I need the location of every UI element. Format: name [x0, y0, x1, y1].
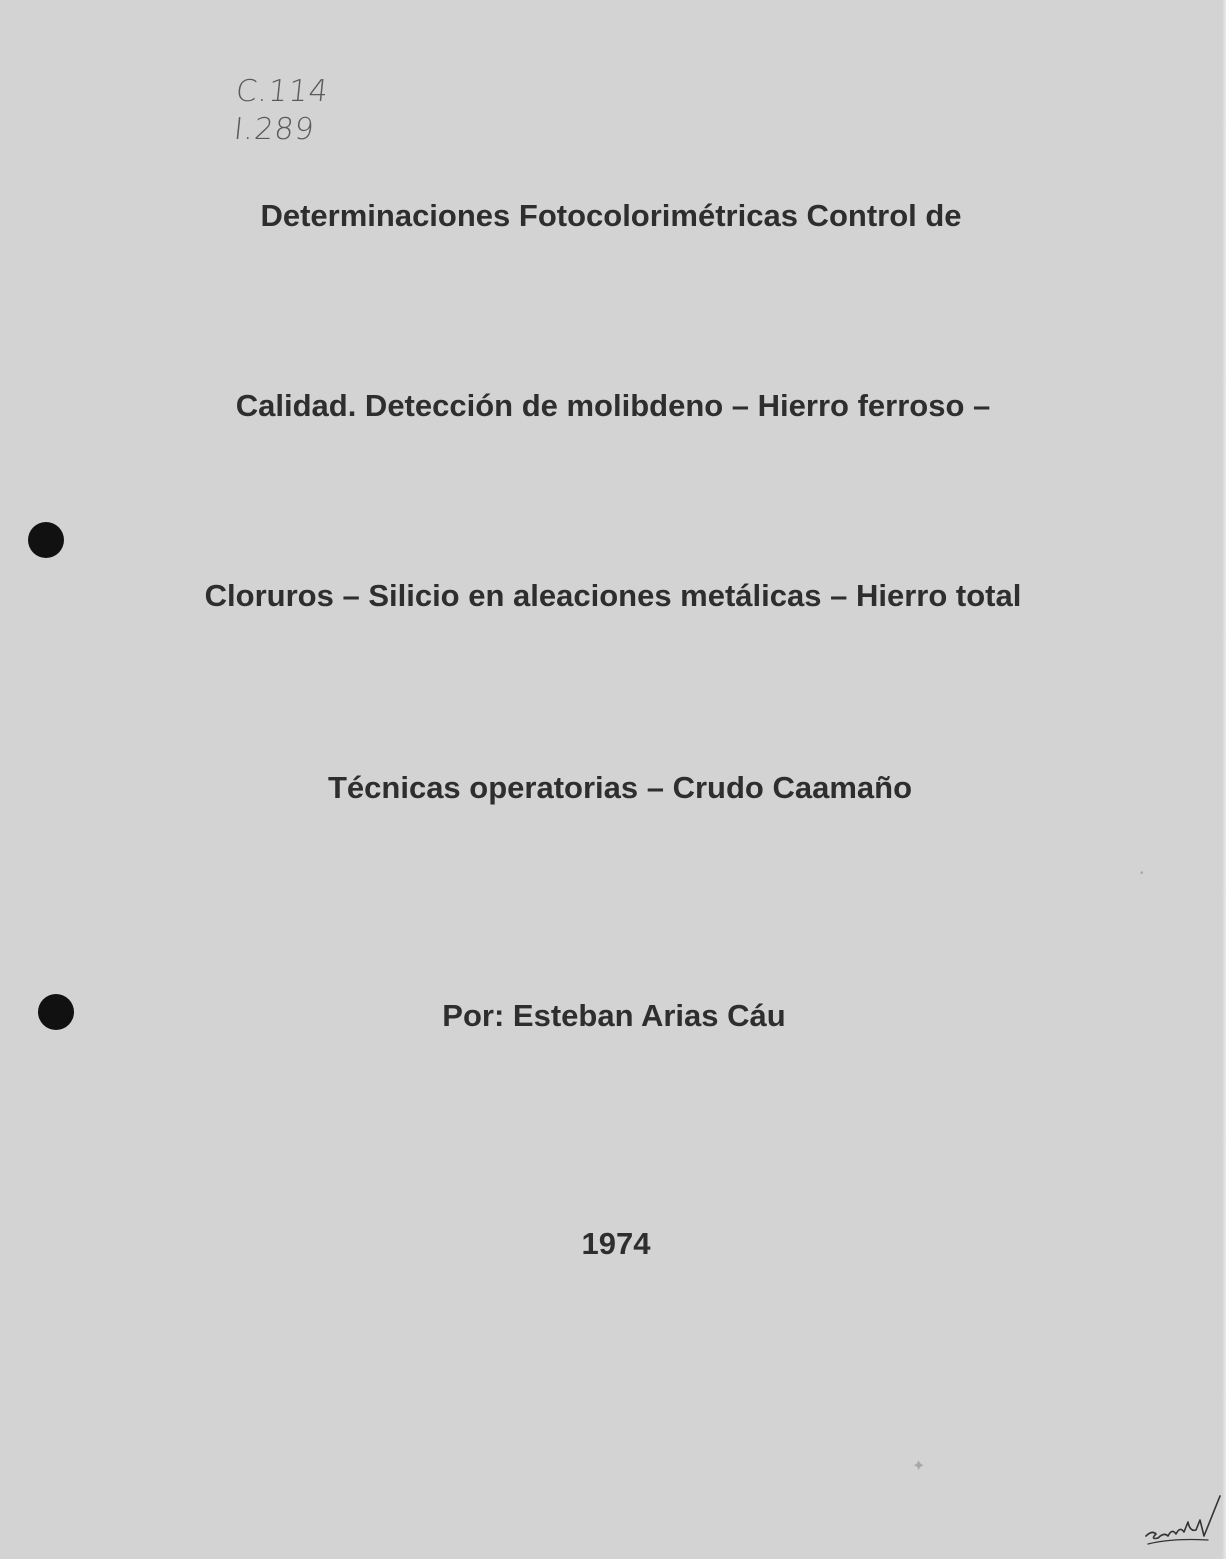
title-line-2: Calidad. Detección de molibdeno – Hierro ferroso –	[235, 388, 991, 423]
signature-mark	[1142, 1492, 1226, 1552]
handwritten-note-inventory: I.289	[232, 112, 317, 147]
title-line-1: Determinaciones Fotocolorimétricas Control de	[260, 198, 962, 233]
punch-hole-lower	[38, 994, 74, 1030]
publication-year: 1974	[581, 1226, 651, 1261]
punch-hole-upper	[28, 522, 64, 558]
paper-speck: ✦	[912, 1458, 926, 1475]
title-line-3: Cloruros – Silicio en aleaciones metálicas – Hierro total	[204, 578, 1022, 613]
author-line: Por: Esteban Arias Cáu	[442, 998, 786, 1033]
handwritten-note-catalog: C.114	[234, 74, 331, 109]
paper-speck: •	[1140, 868, 1144, 879]
title-line-4: Técnicas operatorias – Crudo Caamaño	[327, 770, 913, 805]
